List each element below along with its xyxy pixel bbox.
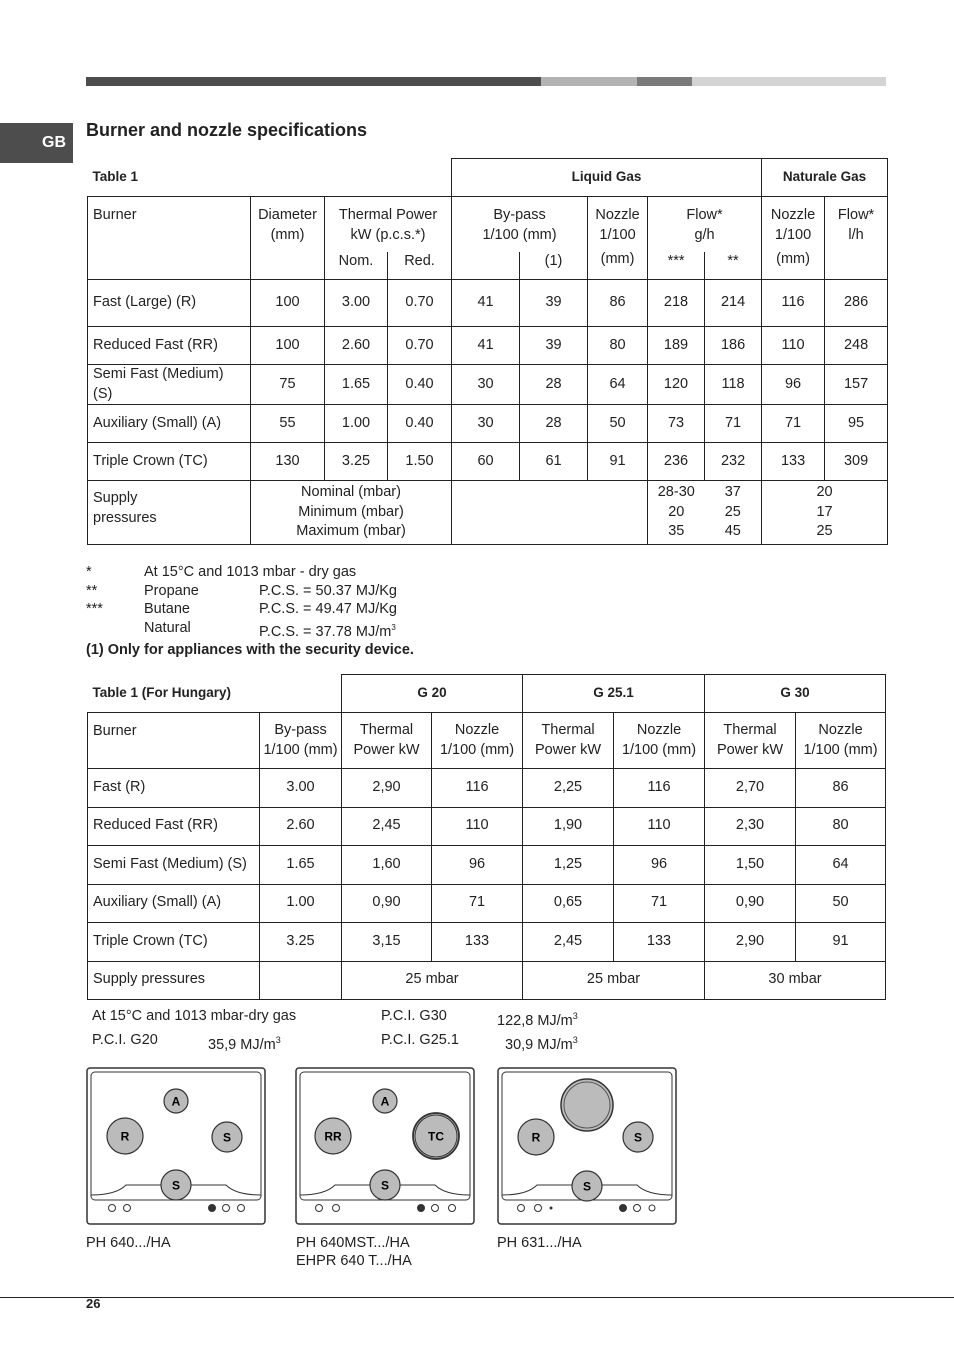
col-header-nozzle: Nozzle 1/100 (mm) (588, 197, 648, 280)
col-header-diameter: Diameter (mm) (251, 197, 325, 280)
col-header-nozzle: Nozzle 1/100 (mm) (432, 713, 523, 769)
supply-blank (260, 961, 342, 999)
note-value: P.C.S. = 50.37 MJ/Kg (259, 582, 397, 599)
value-cell: 2,45 (523, 923, 614, 962)
value-cell: 0,90 (705, 884, 796, 923)
value-cell: 116 (432, 769, 523, 808)
group-header-natural: Naturale Gas (762, 159, 888, 197)
table-row (88, 280, 888, 327)
table-notes (86, 563, 414, 659)
supply-label: Supply pressures (88, 961, 260, 999)
note-value: 35,9 $MJ/m^3$ (208, 1034, 281, 1053)
note-text: At 15°C and 1013 mbar-dry gas (92, 1008, 297, 1024)
value-cell: 73 (648, 405, 705, 443)
col-header-nozzle: Nozzle 1/100 (mm) (796, 713, 886, 769)
hob-diagram-ph640mst (295, 1067, 475, 1225)
table-row (88, 365, 888, 405)
value-cell: 157 (825, 365, 888, 405)
value-cell: 286 (825, 280, 888, 327)
burner-label: RR (324, 1129, 342, 1144)
value-cell: 2,45 (342, 807, 432, 846)
header-bar-segment (86, 77, 541, 86)
value-cell: 1.00 (325, 405, 388, 443)
col-header-burner: Burner (88, 713, 260, 769)
value-cell: 2.60 (325, 327, 388, 365)
note-value: 30,9 $MJ/m^3$ (505, 1034, 578, 1053)
burner-spec-table (87, 158, 888, 545)
value-cell: 133 (762, 443, 825, 481)
table-row (88, 327, 888, 365)
value-cell: 96 (762, 365, 825, 405)
value-cell: 3,15 (342, 923, 432, 962)
value-cell: 71 (762, 405, 825, 443)
note-mark: ** (86, 582, 98, 599)
value-cell: 248 (825, 327, 888, 365)
note-value: 122,8 $MJ/m^3$ (497, 1011, 578, 1029)
burner-name-cell: Auxiliary (Small) (A) (88, 405, 251, 443)
burner-name-cell: Triple Crown (TC) (88, 443, 251, 481)
supply-names: Nominal (mbar) Minimum (mbar) Maximum (mbar) (251, 481, 452, 545)
value-cell: 30 (452, 405, 520, 443)
note-mark: *** (86, 601, 103, 617)
note-text: At 15°C and 1013 mbar - dry gas (144, 564, 357, 580)
value-cell: 2,70 (705, 769, 796, 808)
hob-model-label: PH 640.../HA (86, 1235, 171, 1251)
value-cell: 39 (520, 327, 588, 365)
value-cell: 30 (452, 365, 520, 405)
group-header-g30: G 30 (705, 675, 886, 713)
col-header-flow-natural: Flow* l/h (825, 197, 888, 280)
value-cell: 309 (825, 443, 888, 481)
value-cell: 86 (796, 769, 886, 808)
supply-butane: 28-30 20 35 (648, 481, 705, 545)
value-cell: 71 (614, 884, 705, 923)
supply-g251: 25 mbar (523, 961, 705, 999)
table-row (88, 846, 886, 885)
value-cell: 41 (452, 280, 520, 327)
table-row (88, 443, 888, 481)
value-cell: 0.40 (388, 365, 452, 405)
burner-label: S (633, 1130, 643, 1145)
value-cell: 1,60 (342, 846, 432, 885)
value-cell: 236 (648, 443, 705, 481)
value-cell: 2.60 (260, 807, 342, 846)
note-gas: Butane (144, 601, 190, 617)
value-cell: 120 (648, 365, 705, 405)
value-cell: 130 (251, 443, 325, 481)
value-cell: 116 (762, 280, 825, 327)
supply-natural: 20 17 25 (762, 481, 888, 545)
value-cell: 0.70 (388, 327, 452, 365)
header-bar (86, 77, 886, 86)
value-cell: 1,90 (523, 807, 614, 846)
table-label: Table 1 (For Hungary) (88, 675, 342, 713)
supply-blank (452, 481, 648, 545)
burner-label: A (171, 1094, 181, 1109)
col-header-thermal: Thermal Power kW (705, 713, 796, 769)
page-title: Burner and nozzle specifications (86, 120, 368, 140)
note-label: P.C.I. G20 (92, 1031, 158, 1048)
col-header-nozzle: Nozzle 1/100 (mm) (614, 713, 705, 769)
group-header-g20: G 20 (342, 675, 523, 713)
value-cell: 100 (251, 327, 325, 365)
col-header-red: Red. (388, 252, 452, 280)
value-cell: 1,25 (523, 846, 614, 885)
burner-name-cell: Reduced Fast (RR) (88, 807, 260, 846)
table-row (88, 807, 886, 846)
value-cell: 214 (705, 280, 762, 327)
hungary-notes (92, 1007, 578, 1055)
table-row (88, 923, 886, 962)
table-row (88, 769, 886, 808)
supply-label: Supply pressures (88, 481, 251, 545)
col-header-nozzle-natural: Nozzle 1/100 (mm) (762, 197, 825, 280)
value-cell: 61 (520, 443, 588, 481)
value-cell: 1.65 (260, 846, 342, 885)
value-cell: 91 (796, 923, 886, 962)
table-row (88, 884, 886, 923)
value-cell: 2,90 (342, 769, 432, 808)
burner-name-cell: Semi Fast (Medium) (S) (88, 846, 260, 885)
value-cell: 1,50 (705, 846, 796, 885)
value-cell: 80 (796, 807, 886, 846)
burner-label: TC (428, 1129, 444, 1144)
hob-model-label: PH 631.../HA (497, 1235, 582, 1251)
value-cell: 1.50 (388, 443, 452, 481)
col-header-thermal: Thermal Power kW (342, 713, 432, 769)
value-cell: 75 (251, 365, 325, 405)
value-cell: 71 (432, 884, 523, 923)
value-cell: 3.25 (325, 443, 388, 481)
value-cell: 0.70 (388, 280, 452, 327)
value-cell: 2,90 (705, 923, 796, 962)
value-cell: 0,90 (342, 884, 432, 923)
note-label: P.C.I. G30 (381, 1008, 447, 1024)
note-label: P.C.I. G25.1 (381, 1031, 459, 1048)
supply-g30: 30 mbar (705, 961, 886, 999)
value-cell: 133 (432, 923, 523, 962)
burner-label: R (531, 1130, 541, 1145)
value-cell: 186 (705, 327, 762, 365)
hob-diagram-ph640 (86, 1067, 266, 1225)
value-cell: 0.40 (388, 405, 452, 443)
col-header-thermal: Thermal Power kW (523, 713, 614, 769)
value-cell: 110 (614, 807, 705, 846)
burner-name-cell: Fast (Large) (R) (88, 280, 251, 327)
burner-label: A (380, 1094, 390, 1109)
group-header-liquid: Liquid Gas (452, 159, 762, 197)
security-note: (1) Only for appliances with the security device. (86, 641, 414, 658)
note-gas: Natural (144, 619, 191, 636)
value-cell: 2,25 (523, 769, 614, 808)
value-cell: 218 (648, 280, 705, 327)
value-cell: 118 (705, 365, 762, 405)
value-cell: 3.00 (325, 280, 388, 327)
table-row (88, 405, 888, 443)
value-cell: 39 (520, 280, 588, 327)
note-gas: Propane (144, 582, 199, 599)
value-cell: 3.00 (260, 769, 342, 808)
col-header-bypass: By-pass 1/100 (mm) (452, 197, 588, 252)
value-cell: 110 (762, 327, 825, 365)
note-value: P.C.S. = 49.47 MJ/Kg (259, 601, 397, 617)
burner-name-cell: Reduced Fast (RR) (88, 327, 251, 365)
header-bar-segment (692, 77, 886, 86)
value-cell: 1.65 (325, 365, 388, 405)
note-mark: * (86, 564, 92, 580)
value-cell: 50 (796, 884, 886, 923)
value-cell: 91 (588, 443, 648, 481)
col-header-bypass-1: (1) (520, 252, 588, 280)
value-cell: 0,65 (523, 884, 614, 923)
language-tab: GB (0, 123, 73, 163)
value-cell: 232 (705, 443, 762, 481)
note-value: P.C.S. = 37.78 $MJ/m^3$ (259, 622, 396, 640)
col-header-nom: Nom. (325, 252, 388, 280)
value-cell: 95 (825, 405, 888, 443)
value-cell: 80 (588, 327, 648, 365)
value-cell: 1.00 (260, 884, 342, 923)
value-cell: 189 (648, 327, 705, 365)
supply-propane: 37 25 45 (705, 481, 762, 545)
col-header-flow: Flow* g/h (648, 197, 762, 252)
value-cell: 100 (251, 280, 325, 327)
value-cell: 41 (452, 327, 520, 365)
value-cell: 50 (588, 405, 648, 443)
value-cell: 96 (614, 846, 705, 885)
burner-name-cell: Auxiliary (Small) (A) (88, 884, 260, 923)
burner-name-cell: Semi Fast (Medium) (S) (88, 365, 251, 405)
col-header-flow-propane: ** (705, 252, 762, 280)
burner-label: R (120, 1129, 130, 1144)
value-cell: 64 (588, 365, 648, 405)
hob-model-label: PH 640MST.../HA EHPR 640 T.../HA (296, 1235, 412, 1269)
value-cell: 28 (520, 365, 588, 405)
header-bar-segment (541, 77, 637, 86)
plate-icon (561, 1079, 613, 1131)
burner-label: S (222, 1130, 232, 1145)
page-number: 26 (86, 1296, 101, 1311)
hob-diagram-ph631 (497, 1067, 677, 1225)
supply-g20: 25 mbar (342, 961, 523, 999)
burner-name-cell: Fast (R) (88, 769, 260, 808)
value-cell: 71 (705, 405, 762, 443)
value-cell: 55 (251, 405, 325, 443)
value-cell: 133 (614, 923, 705, 962)
value-cell: 96 (432, 846, 523, 885)
col-header-thermal-power: Thermal Power kW (p.c.s.*) (325, 197, 452, 252)
burner-label: S (582, 1179, 592, 1194)
header-bar-segment (637, 77, 692, 86)
col-header-bypass: By-pass 1/100 (mm) (260, 713, 342, 769)
value-cell: 110 (432, 807, 523, 846)
col-header-bypass-blank (452, 252, 520, 280)
group-header-g251: G 25.1 (523, 675, 705, 713)
burner-name-cell: Triple Crown (TC) (88, 923, 260, 962)
value-cell: 28 (520, 405, 588, 443)
value-cell: 116 (614, 769, 705, 808)
value-cell: 60 (452, 443, 520, 481)
value-cell: 2,30 (705, 807, 796, 846)
hungary-spec-table (87, 674, 886, 1000)
footer-divider (0, 1297, 954, 1298)
col-header-burner: Burner (88, 197, 251, 280)
value-cell: 3.25 (260, 923, 342, 962)
burner-label: S (380, 1178, 390, 1193)
value-cell: 86 (588, 280, 648, 327)
burner-label: S (171, 1178, 181, 1193)
value-cell: 64 (796, 846, 886, 885)
col-header-flow-butane: *** (648, 252, 705, 280)
table-label: Table 1 (88, 159, 452, 197)
